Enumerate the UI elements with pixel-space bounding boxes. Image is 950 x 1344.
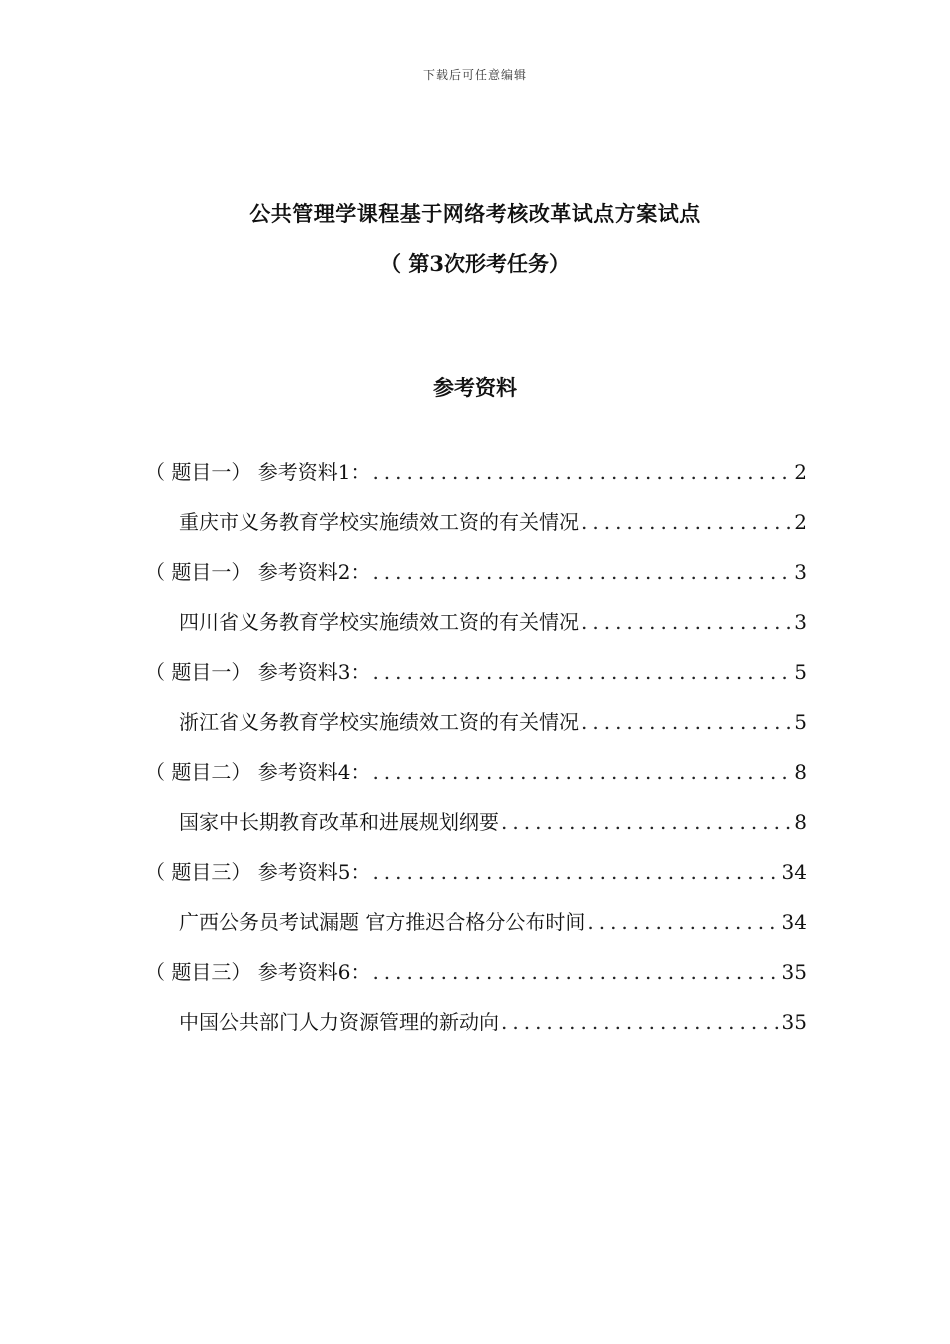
toc-entry[interactable] — [145, 806, 807, 856]
toc-entry-label: （ 题目一） 参考资料1： — [145, 460, 371, 484]
toc-page-number: 2 — [794, 510, 807, 534]
toc-dot-leader — [587, 910, 779, 934]
toc-entry-label: 国家中长期教育改革和进展规划纲要 — [179, 810, 499, 834]
toc-entry-label: （ 题目一） 参考资料3： — [145, 660, 371, 684]
toc-entry-label: （ 题目一） 参考资料2： — [145, 560, 371, 584]
toc-page-number: 34 — [781, 860, 807, 884]
toc-dot-leader — [501, 810, 792, 834]
document-subtitle: （ 第3次形考任务） — [380, 251, 570, 276]
toc-entry-label: 重庆市义务教育学校实施绩效工资的有关情况 — [179, 510, 579, 534]
document-title: 公共管理学课程基于网络考核改革试点方案试点 — [249, 201, 701, 226]
header-note: 下载后可任意编辑 — [422, 68, 527, 82]
table-of-contents — [145, 456, 807, 1056]
toc-dot-leader — [581, 610, 792, 634]
toc-entry[interactable] — [145, 456, 807, 506]
toc-page-number: 3 — [794, 610, 807, 634]
toc-dot-leader — [372, 860, 779, 884]
toc-page-number: 5 — [794, 660, 807, 684]
toc-entry-label: （ 题目三） 参考资料6： — [145, 960, 371, 984]
toc-dot-leader — [581, 510, 792, 534]
toc-page-number: 3 — [794, 560, 807, 584]
toc-entry[interactable] — [145, 656, 807, 706]
toc-entry[interactable] — [145, 756, 807, 806]
toc-entry[interactable] — [145, 1006, 807, 1056]
toc-entry-label: （ 题目三） 参考资料5： — [145, 860, 371, 884]
toc-entry[interactable] — [145, 506, 807, 556]
section-heading: 参考资料 — [433, 375, 517, 400]
toc-entry[interactable] — [145, 556, 807, 606]
toc-entry-label: （ 题目二） 参考资料4： — [145, 760, 371, 784]
toc-entry-label: 四川省义务教育学校实施绩效工资的有关情况 — [179, 610, 579, 634]
toc-dot-leader — [501, 1010, 780, 1034]
toc-dot-leader — [372, 760, 792, 784]
toc-page-number: 8 — [794, 760, 807, 784]
toc-entry[interactable] — [145, 956, 807, 1006]
toc-dot-leader — [372, 560, 792, 584]
toc-entry-label: 广西公务员考试漏题 官方推迟合格分公布时间 — [179, 910, 586, 934]
toc-dot-leader — [372, 460, 792, 484]
toc-page-number: 5 — [794, 710, 807, 734]
toc-page-number: 8 — [794, 810, 807, 834]
toc-entry[interactable] — [145, 706, 807, 756]
toc-dot-leader — [372, 660, 792, 684]
toc-page-number: 35 — [781, 1010, 807, 1034]
toc-page-number: 34 — [781, 910, 807, 934]
toc-dot-leader — [581, 710, 792, 734]
toc-entry-label: 中国公共部门人力资源管理的新动向 — [179, 1010, 499, 1034]
toc-entry[interactable] — [145, 856, 807, 906]
toc-page-number: 2 — [794, 460, 807, 484]
toc-entry-label: 浙江省义务教育学校实施绩效工资的有关情况 — [179, 710, 579, 734]
toc-dot-leader — [372, 960, 779, 984]
toc-page-number: 35 — [781, 960, 807, 984]
toc-entry[interactable] — [145, 606, 807, 656]
toc-entry[interactable] — [145, 906, 807, 956]
